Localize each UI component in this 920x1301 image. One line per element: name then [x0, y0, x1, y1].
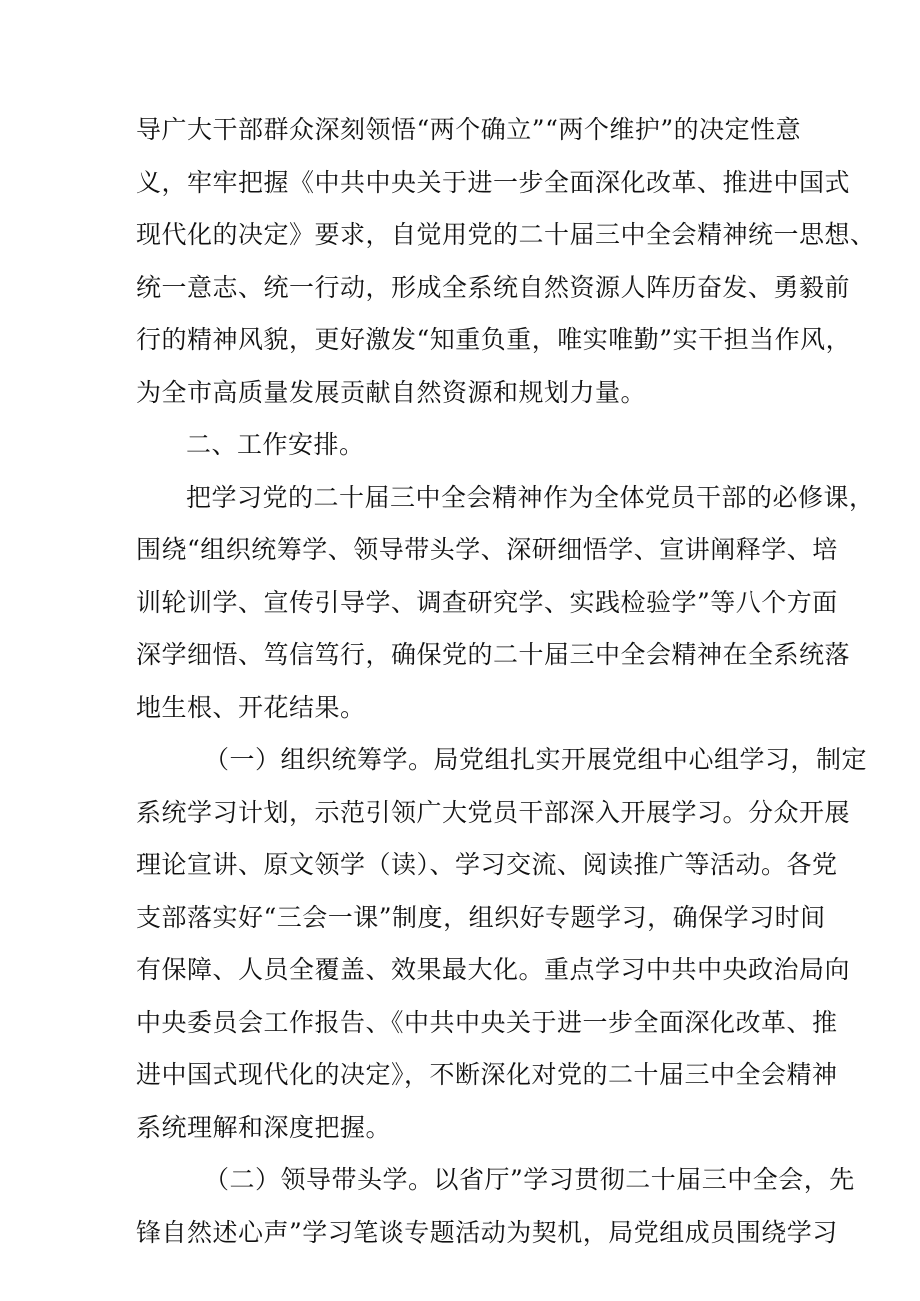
- document-body: [136, 104, 876, 1259]
- section-heading: 二、工作安排。: [186, 430, 365, 459]
- text-line: 锋自然述心声”学习笔谈专题活动为契机，局党组成员围绕学习: [136, 1217, 838, 1247]
- text-line: 地生根、开花结果。: [136, 692, 366, 722]
- text-line: 中央委员会工作报告、《中共中央关于进一步全面深化改革、推: [136, 1007, 838, 1037]
- text-line: 理论宣讲、原文领学（读）、学习交流、阅读推广等活动。各党: [136, 850, 838, 879]
- text-line: 训轮训学、宣传引导学、调查研究学、实践检验学”等八个方面: [136, 587, 838, 617]
- text-line: 统一意志、统一行动，形成全系统自然资源人阵历奋发、勇毅前: [136, 272, 851, 302]
- text-line: 有保障、人员全覆盖、效果最大化。重点学习中共中央政治局向: [136, 955, 851, 984]
- text-line: 系统学习计划，示范引领广大党员干部深入开展学习。分众开展: [136, 797, 851, 827]
- text-line: 系统理解和深度把握。: [136, 1112, 392, 1142]
- text-line: 深学细悟、笃信笃行，确保党的二十届三中全会精神在全系统落: [136, 640, 851, 669]
- text-line: 导广大干部群众深刻领悟“两个确立”“两个维护”的决定性意: [136, 115, 802, 144]
- text-line: 为全市高质量发展贡献自然资源和规划力量。: [136, 377, 647, 407]
- subsection-heading: （一）组织统筹学。局党组扎实开展党组中心组学习，制定: [204, 745, 868, 774]
- paragraph-start: 把学习党的二十届三中全会精神作为全体党员干部的必修课，: [186, 482, 875, 512]
- text-line: 现代化的决定》要求，自觉用党的二十届三中全会精神统一思想、: [136, 220, 876, 249]
- text-line: 进中国式现代化的决定》，不断深化对党的二十届三中全会精神: [136, 1060, 838, 1089]
- text-line: 义，牢牢把握《中共中央关于进一步全面深化改革、推进中国式: [136, 167, 851, 197]
- text-line: 行的精神风貌，更好激发“知重负重，唯实唯勤”实干担当作风，: [136, 325, 852, 354]
- text-line: 围绕“组织统筹学、领导带头学、深研细悟学、宣讲阐释学、培: [136, 535, 838, 564]
- subsection-heading: （二）领导带头学。以省厅”学习贯彻二十届三中全会，先: [204, 1165, 855, 1194]
- text-line: 支部落实好“三会一课”制度，组织好专题学习，确保学习时间: [136, 902, 826, 932]
